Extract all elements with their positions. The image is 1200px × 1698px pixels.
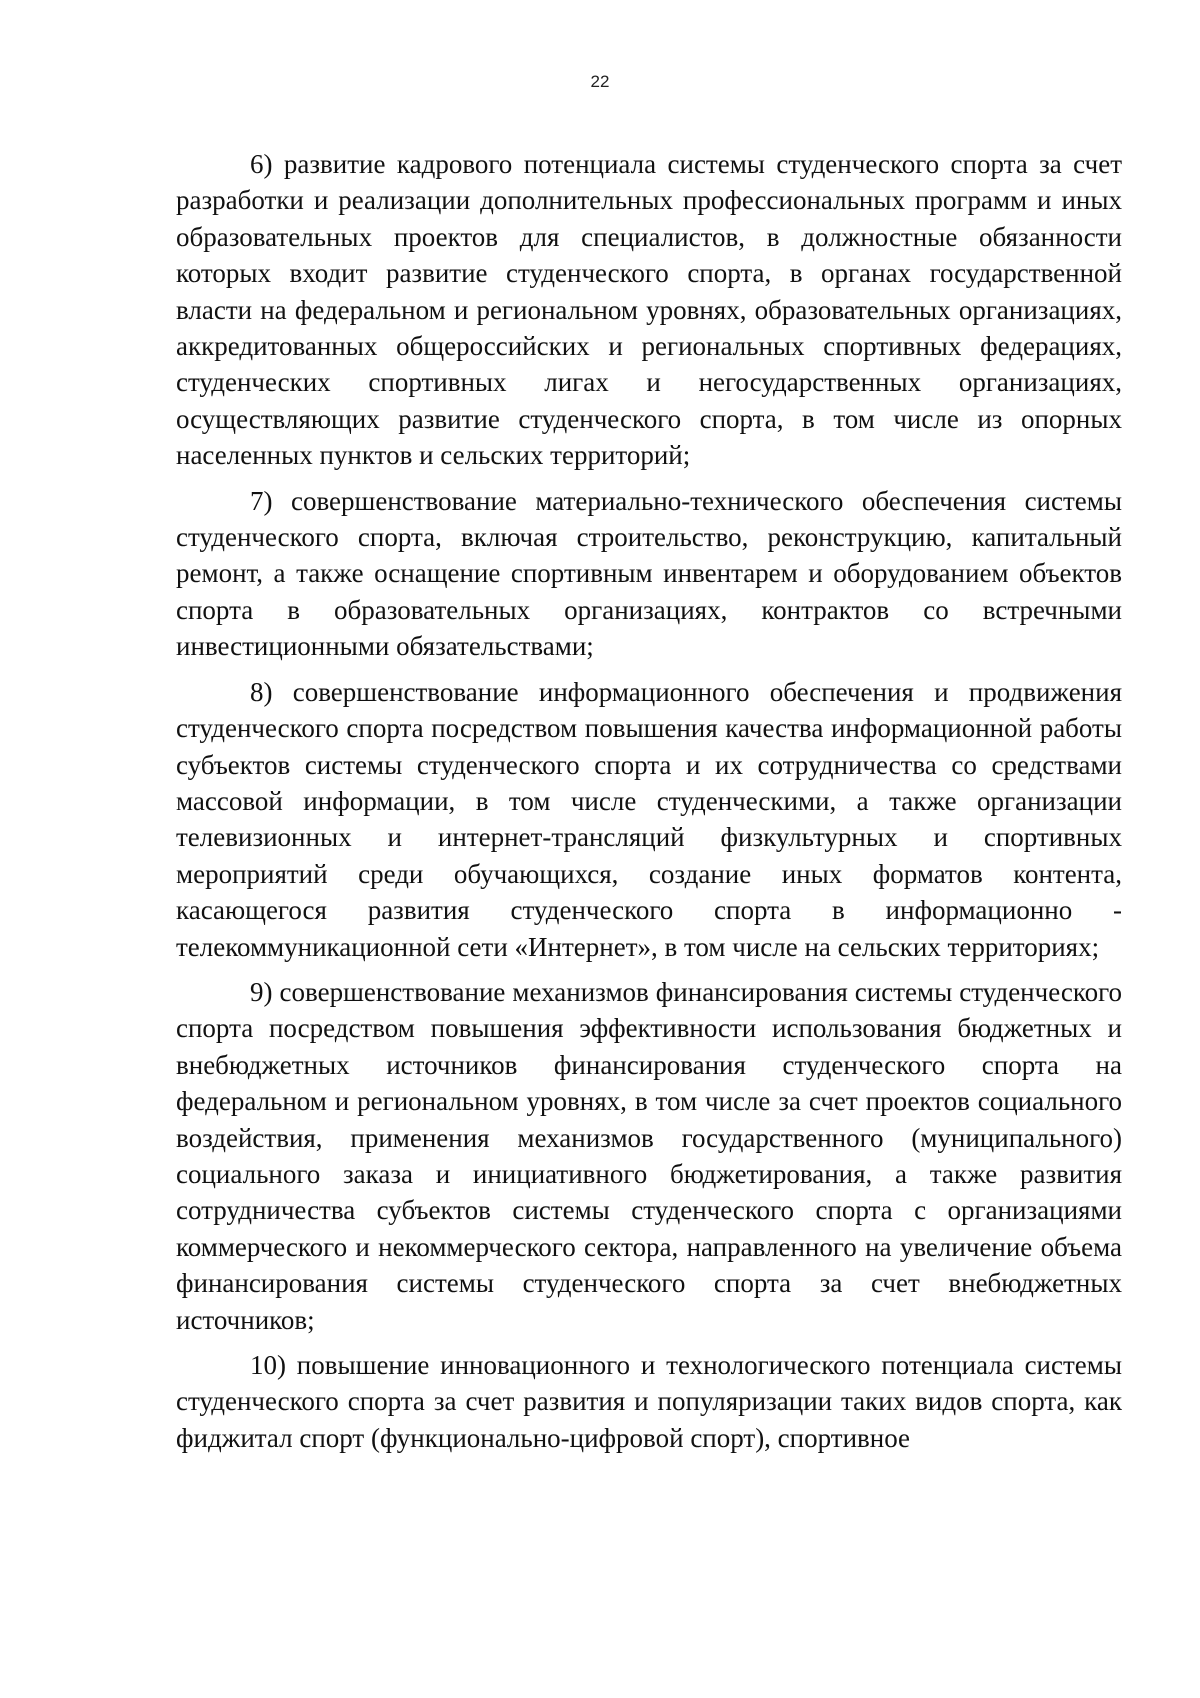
paragraph-item-9: 9) совершенствование механизмов финансирования системы студенческого спорта посредством повышения эффективности использования бюджетных и внебюджетных источников финансирования студенческого спорта на федеральном и региональном уровнях, в том числе за счет проектов социального воздействия, применения механизмов государственного (муниципального) социального заказа и инициативного бюджетирования, а также развития сотрудничества субъектов системы студенческого спорта с организациями коммерческого и некоммерческого сектора, направленного на увеличение объема финансирования системы студенческого спорта за счет внебюджетных источников; <box>176 976 1122 1335</box>
paragraph-item-10: 10) повышение инновационного и технологического потенциала системы студенческого спорта за счет развития и популяризации таких видов спорта, как фиджитал спорт (функционально-цифровой спорт), спортивное <box>176 1350 1122 1453</box>
paragraph-item-8: 8) совершенствование информационного обеспечения и продвижения студенческого спорта посредством повышения качества информационной работы субъектов системы студенческого спорта и их сотрудничества со средствами массовой информации, в том числе студенческими, а также организации телевизионных и интернет-трансляций физкультурных и спортивных мероприятий среди обучающихся, создание иных форматов контента, касающегося развития студенческого спорта в информационно - телекоммуникационной сети «Интернет», в том числе на сельских территориях; <box>176 676 1122 962</box>
paragraph-item-6: 6) развитие кадрового потенциала системы студенческого спорта за счет разработки и реализации дополнительных профессиональных программ и иных образовательных проектов для специалистов, в должностные обязанности которых входит развитие студенческого спорта, в органах государственной власти на федеральном и региональном уровнях, образовательных организациях, аккредитованных общероссийских и региональных спортивных федерациях, студенческих спортивных лигах и негосударственных организациях, осуществляющих развитие студенческого спорта, в том числе из опорных населенных пунктов и сельских территорий; <box>176 149 1122 471</box>
paragraph-item-7: 7) совершенствование материально-технического обеспечения системы студенческого спорта, включая строительство, реконструкцию, капитальный ремонт, а также оснащение спортивным инвентарем и оборудованием объектов спорта в образовательных организациях, контрактов со встречными инвестиционными обязательствами; <box>176 485 1122 662</box>
page-number: 22 <box>590 72 610 91</box>
document-body <box>176 146 1122 1465</box>
